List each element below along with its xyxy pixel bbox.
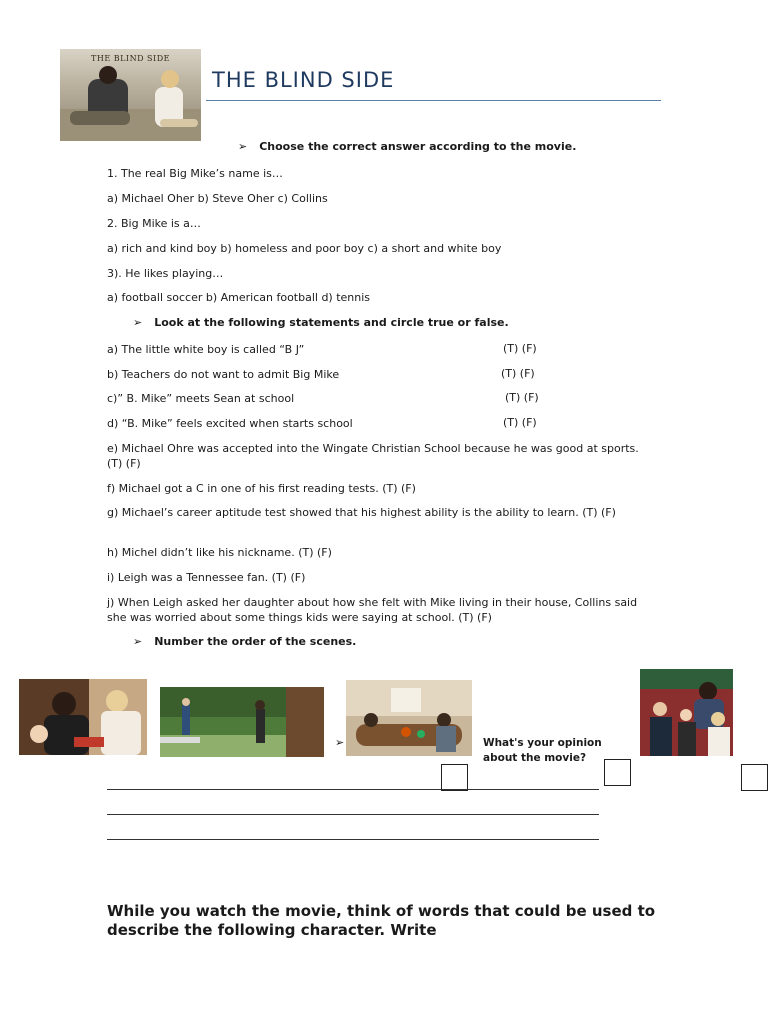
statement-f: f) Michael got a C in one of his first reading tests. (T) (F) — [107, 482, 416, 495]
section1-instruction-text: Choose the correct answer according to the movie. — [259, 140, 577, 153]
scene-photo-dinner — [346, 680, 472, 756]
scene-arrow-icon: ➢ — [335, 736, 345, 749]
question-2: 2. Big Mike is a… — [107, 217, 201, 230]
scene-photo-family — [640, 669, 733, 756]
statement-h: h) Michel didn’t like his nickname. (T) (F) — [107, 546, 332, 559]
statement-a-tf[interactable]: (T) (F) — [503, 342, 537, 355]
answers-1: a) Michael Oher b) Steve Oher c) Collins — [107, 192, 328, 205]
arrow-bullet-icon: ➢ — [238, 140, 248, 153]
statement-e: e) Michael Ohre was accepted into the Wingate Christian School because he was good at sports. (T) (F) — [107, 442, 639, 470]
answer-line-2[interactable] — [107, 814, 599, 815]
answer-line-3[interactable] — [107, 839, 599, 840]
statement-b: b) Teachers do not want to admit Big Mike — [107, 368, 340, 381]
scene-photo-field — [160, 687, 324, 757]
section2-instruction — [133, 316, 509, 329]
statement-d-tf[interactable]: (T) (F) — [503, 416, 537, 429]
movie-poster-image — [60, 49, 201, 141]
question-1: 1. The real Big Mike’s name is… — [107, 167, 283, 180]
answers-3: a) football soccer b) American football d) tennis — [107, 291, 371, 304]
section3-instruction-text: Number the order of the scenes. — [154, 635, 357, 648]
scene-order-box-3[interactable] — [741, 764, 768, 791]
opinion-question: What's your opinion about the movie? — [483, 737, 602, 764]
question-3: 3). He likes playing… — [107, 267, 224, 280]
scene-field-illustration — [160, 687, 324, 757]
scene-photo-reading — [19, 679, 147, 755]
scene-dinner-illustration — [346, 680, 472, 756]
section3-instruction — [133, 635, 356, 648]
statement-d: d) “B. Mike” feels excited when starts school — [107, 417, 353, 430]
statement-g: g) Michael’s career aptitude test showed that his highest ability is the ability to learn. (T) (F) — [107, 506, 616, 519]
statement-j: j) When Leigh asked her daughter about how she felt with Mike living in their house, Collins said she was worried about some things kids were saying at school. (T) (F) — [107, 596, 638, 624]
section2-instruction-text: Look at the following statements and circle true or false. — [154, 316, 509, 329]
page-title: THE BLIND SIDE — [212, 68, 395, 92]
title-underline — [206, 100, 661, 101]
poster-illustration — [60, 49, 201, 141]
scene-order-box-1[interactable] — [441, 764, 468, 791]
answers-2: a) rich and kind boy b) homeless and poor boy c) a short and white boy — [107, 242, 502, 255]
statement-b-tf[interactable]: (T) (F) — [501, 367, 535, 380]
arrow-bullet-icon: ➢ — [133, 635, 143, 648]
scene-family-illustration — [640, 669, 733, 756]
statement-a: a) The little white boy is called “B J” — [107, 343, 305, 356]
section1-instruction — [238, 140, 576, 153]
statement-i: i) Leigh was a Tennessee fan. (T) (F) — [107, 571, 306, 584]
scene-reading-illustration — [19, 679, 147, 755]
poster-caption: THE BLIND SIDE — [91, 54, 170, 63]
answer-line-1[interactable] — [107, 789, 599, 790]
statement-c-tf[interactable]: (T) (F) — [505, 391, 539, 404]
writing-prompt: While you watch the movie, think of words that could be used to describe the following character. Write — [107, 902, 656, 939]
arrow-bullet-icon: ➢ — [133, 316, 143, 329]
statement-c: c)” B. Mike” meets Sean at school — [107, 392, 295, 405]
